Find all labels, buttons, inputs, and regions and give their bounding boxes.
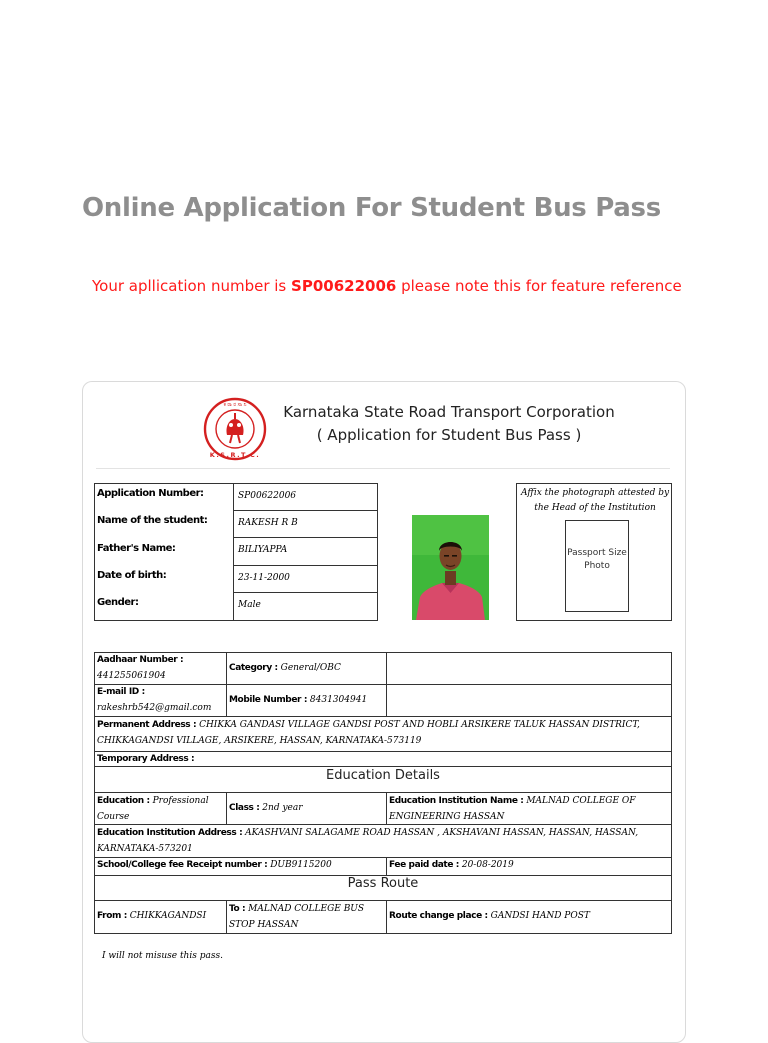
- institution-name-cell: [389, 793, 669, 825]
- gender-value: Male: [238, 600, 261, 610]
- application-number-value: SP00622006: [238, 491, 297, 501]
- route-change-label: Route change place :: [389, 911, 488, 921]
- passport-photo-label: Passport Size Photo: [567, 548, 627, 571]
- header-divider: [96, 468, 670, 469]
- category-value: General/OBC: [280, 663, 341, 673]
- route-to-label: To :: [229, 904, 246, 914]
- mobile-value: 8431304941: [309, 695, 368, 705]
- aadhaar-label: Aadhaar Number :: [97, 655, 184, 665]
- notice-suffix: please note this for feature reference: [401, 277, 682, 295]
- temporary-address-cell: [97, 751, 194, 767]
- education-cell: [97, 793, 223, 825]
- email-value: rakeshrb542@gmail.com: [97, 703, 212, 713]
- mobile-cell: [229, 692, 367, 708]
- application-number-label: Application Number:: [97, 488, 204, 499]
- institution-address-cell: [97, 825, 669, 857]
- col-divider: [226, 792, 227, 824]
- form-subtitle: ( Application for Student Bus Pass ): [316, 426, 582, 444]
- aadhaar-cell: [97, 652, 225, 684]
- institution-name-value: MALNAD COLLEGE OF ENGINEERING HASSAN: [389, 796, 636, 822]
- application-number-notice: [92, 277, 682, 295]
- class-label: Class :: [229, 803, 260, 813]
- email-cell: [97, 684, 225, 716]
- route-from-value: CHIKKAGANDSI: [129, 911, 207, 921]
- gender-label: Gender:: [97, 597, 139, 608]
- route-change-cell: [389, 908, 590, 924]
- temporary-address-label: Temporary Address :: [97, 754, 195, 764]
- route-from-cell: [97, 908, 206, 924]
- permanent-address-label: Permanent Address :: [97, 720, 197, 730]
- route-to-cell: [229, 901, 384, 933]
- education-details-heading: Education Details: [326, 768, 440, 783]
- row-divider: [233, 565, 378, 566]
- father-name-value: BILIYAPPA: [238, 545, 288, 555]
- education-label: Education :: [97, 796, 150, 806]
- father-name-label: Father's Name:: [97, 543, 176, 554]
- row-divider: [233, 592, 378, 593]
- permanent-address-cell: [97, 717, 669, 749]
- org-header: [260, 401, 638, 447]
- col-divider: [386, 857, 387, 875]
- basic-info-col-divider: [233, 483, 234, 621]
- student-photo: [412, 515, 489, 620]
- route-from-label: From :: [97, 911, 127, 921]
- col-divider: [226, 900, 227, 934]
- col-divider: [386, 900, 387, 934]
- institution-address-label: Education Institution Address :: [97, 828, 243, 838]
- education-value: Professional Course: [97, 796, 209, 822]
- student-name-label: Name of the student:: [97, 515, 208, 526]
- permanent-address-value: CHIKKA GANDASI VILLAGE GANDSI POST AND HOBLI ARSIKERE TALUK HASSAN DISTRICT, CHIKKAGANDSI VILLAGE, ARSIKERE, HASSAN, KARNATAKA-573119: [97, 720, 640, 746]
- affix-photo-note: Affix the photograph attested by the Head of the Institution: [520, 488, 670, 513]
- notice-application-number: SP00622006: [291, 277, 397, 295]
- fee-paid-date-label: Fee paid date :: [389, 860, 459, 870]
- row-divider: [233, 537, 378, 538]
- row-divider: [233, 510, 378, 511]
- dob-value: 23-11-2000: [238, 573, 290, 583]
- category-label: Category :: [229, 663, 278, 673]
- page-title: Online Application For Student Bus Pass: [82, 193, 661, 223]
- institution-address-value: AKASHVANI SALAGAME ROAD HASSAN , AKSHAVANI HASSAN, HASSAN, HASSAN, KARNATAKA-573201: [97, 828, 639, 854]
- route-change-value: GANDSI HAND POST: [490, 911, 590, 921]
- fee-receipt-cell: [97, 857, 332, 873]
- col-divider: [226, 652, 227, 716]
- fee-receipt-label: School/College fee Receipt number :: [97, 860, 268, 870]
- institution-name-label: Education Institution Name :: [389, 796, 524, 806]
- svg-text:K.S.R.T.C.: K.S.R.T.C.: [209, 451, 261, 459]
- svg-text:ಕ ರಾ ರ ಸಾ ನಿ: ಕ ರಾ ರ ಸಾ ನಿ: [223, 402, 247, 408]
- ksrtc-logo: [203, 397, 267, 461]
- route-to-value: MALNAD COLLEGE BUS STOP HASSAN: [229, 904, 365, 930]
- declaration-text: I will not misuse this pass.: [102, 951, 223, 961]
- mobile-label: Mobile Number :: [229, 695, 308, 705]
- col-divider: [386, 792, 387, 824]
- dob-label: Date of birth:: [97, 570, 167, 581]
- fee-receipt-value: DUB9115200: [270, 860, 332, 870]
- fee-paid-date-value: 20-08-2019: [461, 860, 514, 870]
- class-value: 2nd year: [262, 803, 303, 813]
- class-cell: [229, 800, 303, 816]
- notice-prefix: Your apllication number is: [92, 277, 287, 295]
- col-divider: [386, 652, 387, 716]
- aadhaar-value: 441255061904: [97, 671, 166, 681]
- email-label: E-mail ID :: [97, 687, 145, 697]
- category-cell: [229, 660, 341, 676]
- org-name: Karnataka State Road Transport Corporation: [283, 403, 615, 421]
- student-name-value: RAKESH R B: [238, 518, 298, 528]
- fee-paid-date-cell: [389, 857, 514, 873]
- pass-route-heading: Pass Route: [347, 876, 419, 891]
